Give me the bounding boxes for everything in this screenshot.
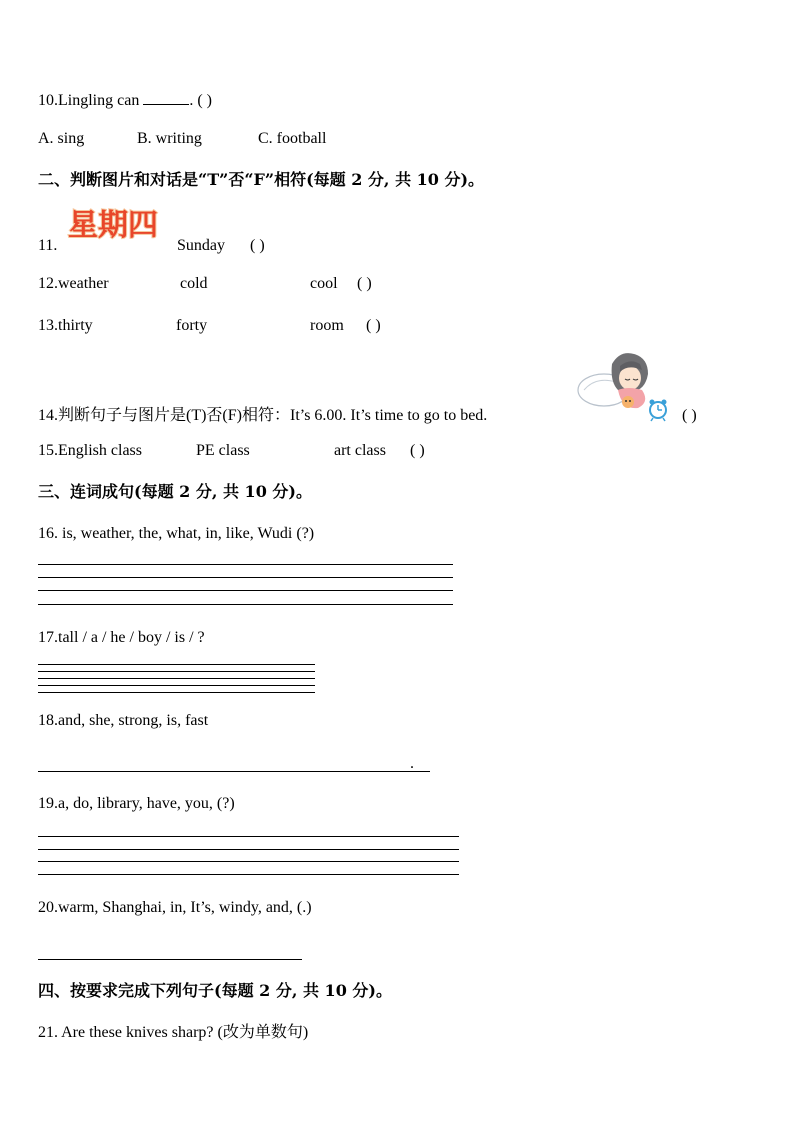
answer-line[interactable] bbox=[38, 678, 315, 679]
answer-line[interactable] bbox=[38, 692, 315, 693]
answer-line[interactable] bbox=[38, 861, 459, 862]
question-21-text: 21. Are these knives sharp? (改为单数句) bbox=[38, 1024, 309, 1041]
question-11-number: 11. bbox=[38, 237, 58, 254]
question-12-word-3: cool bbox=[310, 275, 338, 292]
answer-blank[interactable] bbox=[143, 90, 189, 105]
answer-line[interactable] bbox=[38, 590, 453, 591]
question-18-period: . bbox=[410, 755, 414, 772]
sleeping-child-image bbox=[576, 346, 672, 422]
question-18-text: 18.and, she, strong, is, fast bbox=[38, 712, 209, 729]
question-13-number: 13.thirty bbox=[38, 317, 93, 334]
answer-line[interactable] bbox=[38, 685, 315, 686]
question-15-answer-paren[interactable]: ( ) bbox=[410, 442, 425, 459]
answer-line[interactable] bbox=[38, 849, 459, 850]
question-13-answer-paren[interactable]: ( ) bbox=[366, 317, 381, 334]
question-13-word-2: forty bbox=[176, 317, 208, 334]
answer-line[interactable] bbox=[38, 959, 302, 960]
answer-line[interactable] bbox=[38, 874, 459, 875]
question-13-word-3: room bbox=[310, 317, 344, 334]
answer-line[interactable] bbox=[38, 577, 453, 578]
question-12-word-2: cold bbox=[180, 275, 208, 292]
wordart-text: 星期四 bbox=[68, 208, 158, 243]
question-12-number: 12.weather bbox=[38, 275, 109, 292]
thursday-wordart-image bbox=[64, 204, 174, 244]
option-b: B. writing bbox=[137, 130, 202, 147]
answer-line[interactable] bbox=[38, 671, 315, 672]
answer-line[interactable] bbox=[38, 836, 459, 837]
question-11-answer-paren[interactable]: ( ) bbox=[250, 237, 265, 254]
option-c: C. football bbox=[258, 130, 327, 147]
option-a: A. sing bbox=[38, 130, 85, 147]
answer-line[interactable] bbox=[38, 604, 453, 605]
question-15-word-2: PE class bbox=[196, 442, 250, 459]
question-14-text: 14.判断句子与图片是(T)否(F)相符：It’s 6.00. It’s time to go to bed. bbox=[38, 407, 488, 424]
question-11-word: Sunday bbox=[177, 237, 225, 254]
section-2-title: 二、判断图片和对话是“T”否“F”相符(每题 2 分, 共 10 分)。 bbox=[38, 170, 485, 189]
question-17-text: 17.tall / a / he / boy / is / ? bbox=[38, 629, 205, 646]
question-14-answer-paren[interactable]: ( ) bbox=[682, 407, 697, 424]
alarm-clock-icon bbox=[650, 400, 667, 422]
question-10 bbox=[38, 90, 212, 109]
question-16-text: 16. is, weather, the, what, in, like, Wudi (?) bbox=[38, 525, 315, 542]
answer-line[interactable] bbox=[38, 771, 430, 772]
question-15-number: 15.English class bbox=[38, 442, 142, 459]
answer-line[interactable] bbox=[38, 664, 315, 665]
answer-line[interactable] bbox=[38, 564, 453, 565]
section-4-title: 四、按要求完成下列句子(每题 2 分, 共 10 分)。 bbox=[38, 981, 392, 1000]
question-12-answer-paren[interactable]: ( ) bbox=[357, 275, 372, 292]
question-19-text: 19.a, do, library, have, you, (?) bbox=[38, 795, 235, 812]
question-15-word-3: art class bbox=[334, 442, 386, 459]
question-10-tail: . ( ) bbox=[189, 92, 212, 109]
question-10-text: 10.Lingling can bbox=[38, 92, 140, 109]
section-3-title: 三、连词成句(每题 2 分, 共 10 分)。 bbox=[38, 482, 312, 501]
question-20-text: 20.warm, Shanghai, in, It’s, windy, and, (.) bbox=[38, 899, 312, 916]
